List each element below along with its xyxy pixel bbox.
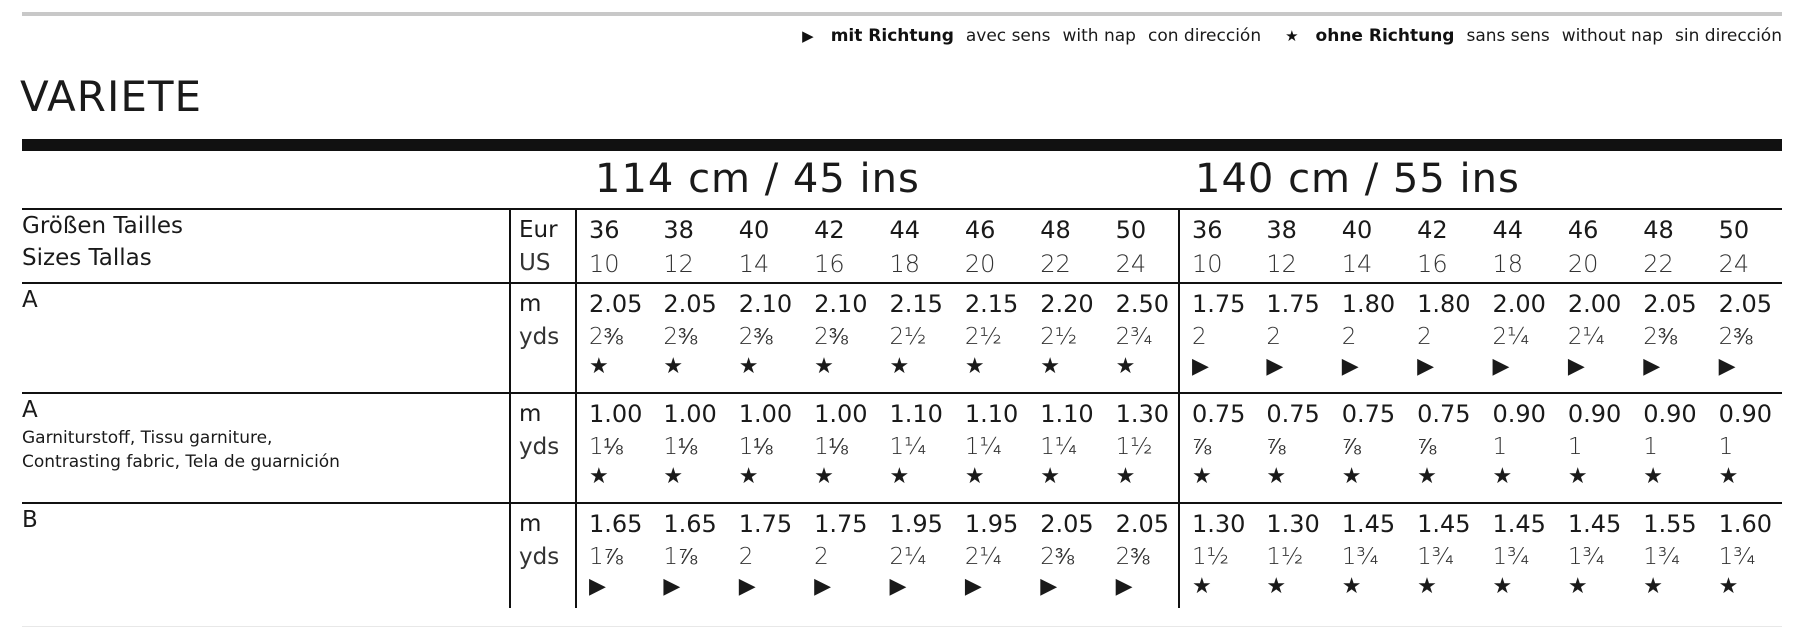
fabric-description: Garniturstoff, Tissu garniture, (22, 428, 273, 448)
yards-value: 1¼ (964, 434, 1002, 460)
meters-value: 0.90 (1567, 400, 1622, 428)
yardage-cell (1481, 393, 1556, 503)
meters-value: 2.05 (1718, 290, 1773, 318)
yardage-cell (1707, 283, 1782, 393)
star-icon: ★ (1192, 464, 1212, 489)
unit-m: m (519, 291, 542, 317)
play-icon: ▶ (1643, 354, 1661, 379)
us-size: 22 (1643, 250, 1674, 278)
unit-yds: yds (519, 324, 560, 350)
star-icon: ★ (589, 354, 609, 379)
eur-size: 38 (663, 216, 694, 244)
fabric-view-label: A (22, 397, 38, 423)
us-size: 10 (589, 250, 620, 278)
eur-size: 50 (1115, 216, 1147, 244)
us-size: 24 (1718, 250, 1750, 278)
us-size: 18 (1492, 250, 1524, 278)
play-icon: ▶ (1115, 574, 1133, 599)
us-size: 16 (814, 250, 845, 278)
star-icon: ★ (814, 464, 834, 489)
eur-size: 50 (1718, 216, 1750, 244)
eur-size: 42 (814, 216, 845, 244)
yardage-cell (1179, 503, 1254, 608)
yardage-cell (727, 283, 802, 393)
play-icon: ▶ (663, 574, 681, 599)
yards-value: 2½ (1040, 324, 1078, 350)
eur-size: 38 (1266, 216, 1297, 244)
star-icon: ★ (1266, 464, 1287, 489)
yards-value: 1⅛ (589, 434, 623, 460)
size-cell (953, 209, 1028, 283)
yardage-table (22, 208, 1782, 608)
meters-value: 1.75 (1266, 290, 1320, 318)
fabric-description: Contrasting fabric, Tela de guarnición (22, 452, 340, 472)
us-size: 16 (1417, 250, 1448, 278)
yards-value: 2 (1417, 324, 1432, 350)
star-icon: ★ (1643, 574, 1663, 599)
size-cell (1481, 209, 1556, 283)
yardage-cell (802, 393, 877, 503)
yards-value: 2¼ (889, 544, 927, 570)
size-cell (651, 209, 726, 283)
play-icon: ▶ (964, 574, 982, 599)
yards-value: 1 (1567, 434, 1583, 460)
meters-value: 2.10 (738, 290, 793, 318)
star-icon: ★ (1492, 464, 1513, 489)
yardage-cell (1104, 283, 1179, 393)
meters-value: 1.45 (1417, 510, 1471, 538)
size-cell (1330, 209, 1405, 283)
yards-value: ⅞ (1266, 434, 1286, 460)
play-icon: ▶ (814, 574, 832, 599)
fabric-view-label: A (22, 287, 38, 313)
star-icon: ★ (1285, 27, 1299, 45)
star-icon: ★ (1567, 574, 1588, 599)
star-icon: ★ (1341, 574, 1362, 599)
yards-value: ⅞ (1341, 434, 1361, 460)
yards-value: 2¼ (1567, 324, 1605, 350)
eur-size: 36 (1192, 216, 1223, 244)
yardage-cell (576, 393, 651, 503)
eur-label: Eur (519, 217, 558, 243)
yardage-cell (1254, 393, 1329, 503)
us-size: 12 (1266, 250, 1297, 278)
eur-size: 40 (1341, 216, 1373, 244)
nap-legend (778, 26, 1782, 46)
sizes-label-line: Sizes Tallas (22, 245, 152, 271)
fabric-name (22, 393, 510, 503)
star-icon: ★ (1718, 464, 1739, 489)
yards-value: 2⅜ (1115, 544, 1150, 570)
meters-value: 1.30 (1192, 510, 1246, 538)
yards-value: 1¼ (889, 434, 927, 460)
meters-value: 0.75 (1192, 400, 1246, 428)
yards-value: 2⅜ (589, 324, 623, 350)
meters-value: 0.75 (1266, 400, 1320, 428)
legend-without-nap-es: sin dirección (1675, 26, 1782, 46)
meters-value: 1.80 (1341, 290, 1396, 318)
play-icon: ▶ (738, 574, 756, 599)
us-size: 24 (1115, 250, 1147, 278)
meters-value: 2.05 (1115, 510, 1170, 538)
meters-value: 1.10 (1040, 400, 1094, 428)
meters-value: 2.00 (1492, 290, 1546, 318)
yardage-cell (1330, 503, 1405, 608)
unit-labels (510, 393, 576, 503)
yardage-cell (1179, 283, 1254, 393)
eur-size: 44 (889, 216, 921, 244)
meters-value: 1.65 (589, 510, 643, 538)
yardage-cell (1405, 283, 1480, 393)
yards-value: 2⅜ (738, 324, 773, 350)
yards-value: 2½ (964, 324, 1002, 350)
meters-value: 1.55 (1643, 510, 1697, 538)
star-icon: ★ (1115, 464, 1136, 489)
yards-value: 1½ (1192, 544, 1229, 570)
star-icon: ★ (1643, 464, 1663, 489)
yardage-cell (878, 283, 953, 393)
star-icon: ★ (1417, 574, 1437, 599)
unit-yds: yds (519, 434, 560, 460)
star-icon: ★ (1341, 464, 1362, 489)
yardage-cell (953, 283, 1028, 393)
yards-value: 1¼ (1040, 434, 1078, 460)
legend-without-nap-en: without nap (1561, 26, 1664, 46)
yardage-cell (1330, 393, 1405, 503)
yardage-cell (1330, 283, 1405, 393)
star-icon: ★ (738, 464, 759, 489)
meters-value: 1.65 (663, 510, 717, 538)
size-cell (1631, 209, 1706, 283)
yardage-cell (651, 503, 726, 608)
play-icon: ▶ (1266, 354, 1284, 379)
yards-value: 2⅜ (814, 324, 848, 350)
yards-value: 1¾ (1718, 544, 1756, 570)
yards-value: 2⅜ (1718, 324, 1753, 350)
us-size: 14 (738, 250, 770, 278)
play-icon: ▶ (1567, 354, 1585, 379)
yardage-cell (802, 283, 877, 393)
yards-value: 1 (1643, 434, 1658, 460)
star-icon: ★ (1040, 354, 1060, 379)
yardage-cell (1028, 393, 1103, 503)
yardage-cell (1179, 393, 1254, 503)
yardage-cell (1254, 283, 1329, 393)
eur-size: 44 (1492, 216, 1524, 244)
meters-value: 2.15 (964, 290, 1019, 318)
play-icon: ▶ (589, 574, 606, 599)
size-cell (1405, 209, 1480, 283)
star-icon: ★ (1492, 574, 1513, 599)
meters-value: 2.15 (889, 290, 943, 318)
meters-value: 2.00 (1567, 290, 1622, 318)
play-icon: ▶ (1040, 574, 1058, 599)
fabric-row (22, 283, 1782, 393)
yardage-cell (1028, 503, 1103, 608)
eur-size: 42 (1417, 216, 1448, 244)
unit-m: m (519, 511, 542, 537)
yards-value: 1 (1718, 434, 1734, 460)
yards-value: 2 (1192, 324, 1207, 350)
legend-with-nap-en: with nap (1062, 26, 1136, 46)
fabric-row (22, 503, 1782, 608)
yards-value: 2⅜ (1040, 544, 1075, 570)
yardage-cell (1028, 283, 1103, 393)
size-cell (1028, 209, 1103, 283)
legend-with-nap-de: ▶ mit Richtung (802, 26, 954, 46)
star-icon: ★ (1040, 464, 1060, 489)
yards-value: 2¼ (1492, 324, 1530, 350)
star-icon: ★ (589, 464, 609, 489)
yards-value: 2⅜ (663, 324, 698, 350)
sizes-row (22, 209, 1782, 283)
sizes-label-line: Größen Tailles (22, 213, 184, 239)
eur-size: 48 (1643, 216, 1674, 244)
yards-value: 2¼ (964, 544, 1002, 570)
yards-value: 2 (814, 544, 829, 570)
meters-value: 1.75 (1192, 290, 1246, 318)
yardage-cell (1481, 503, 1556, 608)
us-size: 20 (1567, 250, 1599, 278)
yardage-cell (1631, 393, 1706, 503)
star-icon: ★ (1417, 464, 1437, 489)
play-icon: ▶ (1341, 354, 1359, 379)
yardage-cell (802, 503, 877, 608)
legend-without-nap-de: ★ ohne Richtung (1285, 26, 1455, 46)
meters-value: 2.05 (663, 290, 717, 318)
yardage-cell (576, 283, 651, 393)
yardage-cell (1631, 283, 1706, 393)
meters-value: 1.45 (1492, 510, 1546, 538)
star-icon: ★ (1115, 354, 1136, 379)
meters-value: 1.00 (814, 400, 868, 428)
yards-value: 1⅞ (663, 544, 698, 570)
yardage-cell (1405, 503, 1480, 608)
yards-value: 1½ (1266, 544, 1304, 570)
yardage-cell (727, 393, 802, 503)
meters-value: 1.75 (738, 510, 793, 538)
meters-value: 2.05 (1643, 290, 1697, 318)
star-icon: ★ (738, 354, 759, 379)
star-icon: ★ (964, 464, 985, 489)
yards-value: 1⅛ (663, 434, 698, 460)
star-icon: ★ (814, 354, 834, 379)
meters-value: 0.90 (1718, 400, 1773, 428)
yardage-cell (1104, 393, 1179, 503)
fabric-view-label: B (22, 507, 38, 533)
yards-value: 1¾ (1341, 544, 1379, 570)
yardage-cell (1556, 503, 1631, 608)
size-cell (727, 209, 802, 283)
meters-value: 2.05 (589, 290, 643, 318)
meters-value: 1.95 (889, 510, 943, 538)
unit-m: m (519, 401, 542, 427)
us-size: 10 (1192, 250, 1223, 278)
star-icon: ★ (889, 354, 910, 379)
size-cell (1556, 209, 1631, 283)
us-label: US (519, 250, 551, 276)
size-cell (1254, 209, 1329, 283)
meters-value: 0.90 (1492, 400, 1546, 428)
fabric-row (22, 393, 1782, 503)
meters-value: 1.80 (1417, 290, 1471, 318)
star-icon: ★ (889, 464, 910, 489)
us-size: 22 (1040, 250, 1071, 278)
us-size: 20 (964, 250, 996, 278)
meters-value: 1.30 (1266, 510, 1320, 538)
meters-value: 1.95 (964, 510, 1019, 538)
yardage-cell (576, 503, 651, 608)
meters-value: 2.10 (814, 290, 868, 318)
fabric-name (22, 503, 510, 608)
yardage-cell (727, 503, 802, 608)
meters-value: 1.10 (964, 400, 1019, 428)
meters-value: 1.45 (1341, 510, 1396, 538)
top-rule (22, 12, 1782, 16)
yards-value: ⅞ (1192, 434, 1212, 460)
meters-value: 1.60 (1718, 510, 1773, 538)
size-cell (576, 209, 651, 283)
play-icon: ▶ (1192, 354, 1209, 379)
play-icon: ▶ (889, 574, 907, 599)
meters-value: 1.45 (1567, 510, 1622, 538)
us-size: 18 (889, 250, 921, 278)
yards-value: 2⅜ (1643, 324, 1678, 350)
size-system-label (510, 209, 576, 283)
yards-value: 2¾ (1115, 324, 1153, 350)
yardage-cell (1631, 503, 1706, 608)
us-size: 14 (1341, 250, 1373, 278)
meters-value: 1.00 (738, 400, 793, 428)
meters-value: 0.75 (1417, 400, 1471, 428)
yards-value: 2 (1341, 324, 1357, 350)
size-cell (1179, 209, 1254, 283)
legend-with-nap-es: con dirección (1147, 26, 1262, 46)
star-icon: ★ (1192, 574, 1212, 599)
yardage-cell (1104, 503, 1179, 608)
bottom-rule (22, 626, 1782, 627)
eur-size: 46 (964, 216, 996, 244)
yardage-cell (878, 393, 953, 503)
yards-value: 1⅞ (589, 544, 623, 570)
yards-value: ⅞ (1417, 434, 1437, 460)
star-icon: ★ (964, 354, 985, 379)
eur-size: 40 (738, 216, 770, 244)
size-cell (878, 209, 953, 283)
eur-size: 36 (589, 216, 620, 244)
yards-value: 1⅛ (814, 434, 848, 460)
star-icon: ★ (663, 464, 684, 489)
yardage-cell (878, 503, 953, 608)
meters-value: 2.05 (1040, 510, 1094, 538)
star-icon: ★ (1718, 574, 1739, 599)
yardage-cell (1707, 393, 1782, 503)
yards-value: 2 (738, 544, 754, 570)
yardage-cell (651, 283, 726, 393)
play-icon: ▶ (802, 27, 814, 45)
title-rule (22, 139, 1782, 151)
eur-size: 46 (1567, 216, 1599, 244)
play-icon: ▶ (1718, 354, 1736, 379)
unit-labels (510, 503, 576, 608)
yards-value: 1¾ (1567, 544, 1605, 570)
eur-size: 48 (1040, 216, 1071, 244)
yardage-cell (1481, 283, 1556, 393)
star-icon: ★ (1266, 574, 1287, 599)
yardage-cell (953, 503, 1028, 608)
yards-value: 1¾ (1417, 544, 1455, 570)
play-icon: ▶ (1492, 354, 1510, 379)
page-title: VARIETE (20, 72, 203, 121)
legend-without-nap-fr: sans sens (1466, 26, 1550, 46)
yardage-cell (1707, 503, 1782, 608)
meters-value: 0.90 (1643, 400, 1697, 428)
meters-value: 1.30 (1115, 400, 1170, 428)
size-cell (1707, 209, 1782, 283)
yards-value: 2½ (889, 324, 927, 350)
unit-yds: yds (519, 544, 560, 570)
meters-value: 0.75 (1341, 400, 1396, 428)
yards-value: 2 (1266, 324, 1282, 350)
fabric-width-140: 140 cm / 55 ins (1195, 156, 1520, 202)
sizes-label (22, 209, 510, 283)
yards-value: 1¾ (1643, 544, 1681, 570)
fabric-name (22, 283, 510, 393)
size-cell (802, 209, 877, 283)
meters-value: 1.10 (889, 400, 943, 428)
size-cell (1104, 209, 1179, 283)
yards-value: 1⅛ (738, 434, 773, 460)
meters-value: 2.50 (1115, 290, 1170, 318)
yards-value: 1 (1492, 434, 1508, 460)
meters-value: 1.75 (814, 510, 868, 538)
legend-with-nap-fr: avec sens (965, 26, 1051, 46)
yardage-cell (953, 393, 1028, 503)
play-icon: ▶ (1417, 354, 1435, 379)
star-icon: ★ (663, 354, 684, 379)
meters-value: 2.20 (1040, 290, 1094, 318)
meters-value: 1.00 (589, 400, 643, 428)
yardage-cell (1556, 283, 1631, 393)
yards-value: 1½ (1115, 434, 1153, 460)
fabric-width-114: 114 cm / 45 ins (595, 156, 920, 202)
yardage-cell (1556, 393, 1631, 503)
yardage-cell (1254, 503, 1329, 608)
unit-labels (510, 283, 576, 393)
star-icon: ★ (1567, 464, 1588, 489)
yardage-cell (1405, 393, 1480, 503)
yardage-cell (651, 393, 726, 503)
meters-value: 1.00 (663, 400, 717, 428)
us-size: 12 (663, 250, 694, 278)
yards-value: 1¾ (1492, 544, 1530, 570)
